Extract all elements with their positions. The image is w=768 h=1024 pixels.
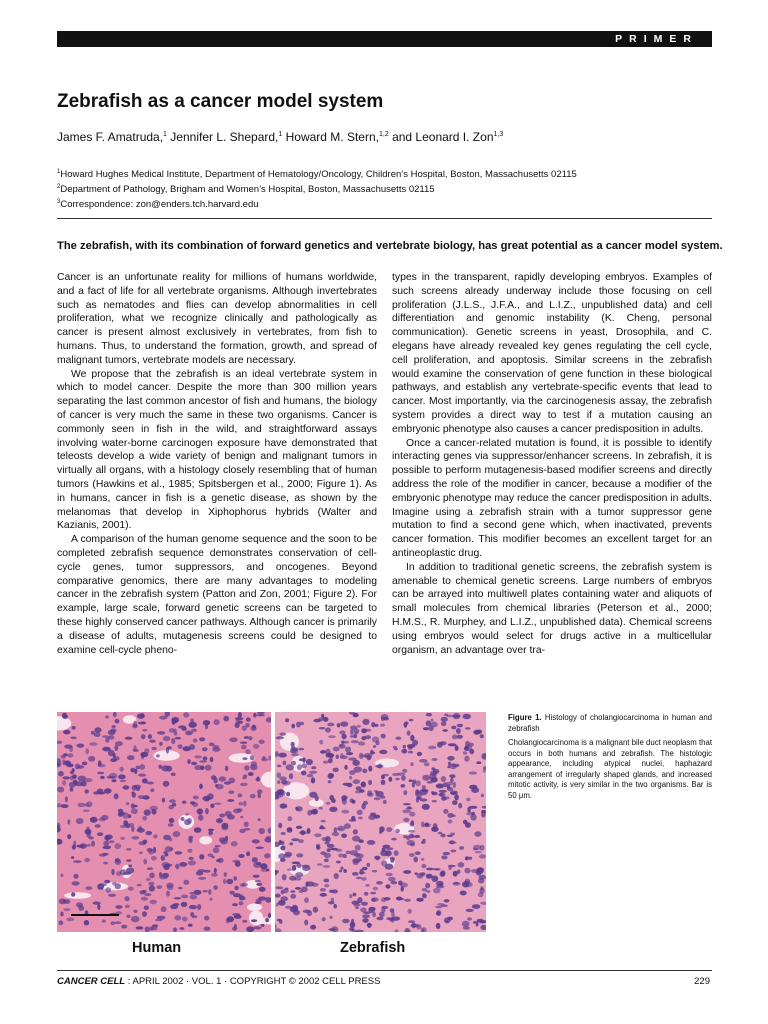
section-banner (57, 31, 712, 47)
author: Howard M. Stern, (285, 130, 379, 144)
author-affil-sup: 1 (163, 131, 167, 138)
journal-name: CANCER CELL (57, 976, 126, 987)
paragraph: Once a cancer-related mutation is found, it is possible to identify interacting genes via suppressor/enhancer screens. In zebrafish, it is possible to perform mutagenesis-based modifier screens and directly address the role of the modifier in cancer, because a modifier of the embryonic phenotype may reduce the cancer predisposition in adults. Imagine using a zebrafish strain with a tumor suppressor gene mutation to find a second gene which, when inactivated, prevents cancer formation. This modifier becomes an excellent target for an antineoplastic drug. (392, 437, 712, 559)
histology-image-zebrafish (275, 712, 486, 932)
paragraph: A comparison of the human genome sequence and the soon to be completed zebrafish sequence demonstrates conservation of cell-cycle genes, tumor suppressors, and oncogenes. Beyond comparative genomics, there are many advantages to modeling cancer in the zebrafish system (Patton and Zon, 2001; Figure 2). For example, large scale, forward genetic screens can be targeted to these highly conserved cancer pathways. Although cancer is primarily a disease of adults, mutagenesis screens could be designed to examine cell-cycle pheno- (57, 534, 377, 656)
abstract: The zebrafish, with its combination of forward genetics and vertebrate biology, has great potential as a cancer model system. (57, 240, 723, 252)
body-column-left (57, 271, 377, 657)
page-number: 229 (694, 976, 710, 987)
author: and Leonard I. Zon (392, 130, 494, 144)
paragraph: We propose that the zebrafish is an ideal vertebrate system in which to model cancer. Despite the more than 300 million years separating the last common ancestor of fish and humans, the biology of cancer is very much the same in these two organisms. Cancer is commonly seen in fish in the wild, and straightforward assays involving water-borne carcinogen exposure have demonstrated that teleosts develop a wide variety of benign and malignant tumors in virtually all organs, with a histology closely resembling that of human tumors (Hawkins et al., 1985; Spitsbergen et al., 2000; Figure 1). As in humans, cancer in fish is a genetic disease, as shown by the melanomas that develop in Xiphophorus hybrids (Walter and Kazianis, 2001). (57, 368, 377, 532)
affiliation: $^2$Department of Pathology, Brigham and Women’s Hospital, Boston, Massachusetts 02115 (57, 184, 435, 196)
paragraph: Cancer is an unfortunate reality for millions of humans worldwide, and a fact of life for all vertebrate organisms. Although invertebrates such as nematodes and flies can develop abnormalities in cell proliferation, what we recognize clinically and pathologically as cancer is present almost exclusively in vertebrates, from fish to humans. Thus, to understand the formation, growth, and spread of malignant tumors, vertebrate models are necessary. (57, 272, 377, 366)
footer-citation: CANCER CELL : APRIL 2002 · VOL. 1 · COPYRIGHT © 2002 CELL PRESS (57, 976, 381, 987)
figure-caption (508, 713, 712, 805)
author-affil-sup: 1,2 (379, 131, 389, 138)
body-column-right (392, 271, 712, 657)
correspondence: $^3$Correspondence: zon@enders.tch.harvard.edu (57, 199, 259, 211)
article-title: Zebrafish as a cancer model system (57, 91, 384, 112)
section-label: PRIMER (615, 33, 698, 45)
caption-title: Figure 1. Histology of cholangiocarcinoma in human and zebrafish (508, 713, 712, 733)
figure-label-zebrafish: Zebrafish (340, 940, 406, 956)
author: Jennifer L. Shepard, (170, 130, 279, 144)
divider (57, 218, 712, 219)
affiliation: $^1$Howard Hughes Medical Institute, Department of Hematology/Oncology, Children’s Hospital, Boston, Massachusetts 02115 (57, 169, 577, 181)
figure-label-human: Human (132, 940, 182, 956)
author-affil-sup: 1,3 (493, 131, 504, 138)
histology-image-human (57, 712, 271, 932)
affiliations (57, 166, 577, 211)
author: James F. Amatruda, (57, 130, 164, 144)
caption-body: Cholangiocarcinoma is a malignant bile duct neoplasm that occurs in both humans and zebrafish. The histologic appearance, including atypical nuclei, haphazard arrangement of irregularly shaped glands, and increased mitotic activity, is very similar in the two organisms. Bar is 50 μm. (508, 738, 712, 800)
author-list (57, 127, 503, 145)
author-affil-sup: 1 (278, 131, 283, 138)
paragraph: types in the transparent, rapidly developing embryos. Examples of such screens already underway include those focusing on cell proliferation (J.L.S., J.F.A., and L.I.Z., unpublished data) and cell differentiation and genomic instability (K. Cheng, personal communication). Genetic screens in yeast, Drosophila, and C. elegans have already revealed key genes regulating the cell cycle, cell proliferation, and apoptosis. Similar screens in the zebrafish would examine the conservation of gene function in these biological pathways, and establish any vertebrate-specific events that lead to cancer. Most importantly, via the carcinogenesis assay, the zebrafish system provides a direct way to test if a mutation causing an embryonic phenotype also causes a cancer predisposition in adults. (392, 272, 712, 435)
footer-divider (57, 970, 712, 971)
paragraph: In addition to traditional genetic screens, the zebrafish system is amenable to chemical genetic screens. Large numbers of embryos can be arrayed into multiwell plates containing water and aliquots of small molecules from chemical libraries (Peterson et al., 2000; H.M.S., R. Murphey, and L.I.Z., unpublished data). Chemical screens using embryos would select for drugs active in a multicellular organism, an advantage over tra- (392, 561, 712, 656)
